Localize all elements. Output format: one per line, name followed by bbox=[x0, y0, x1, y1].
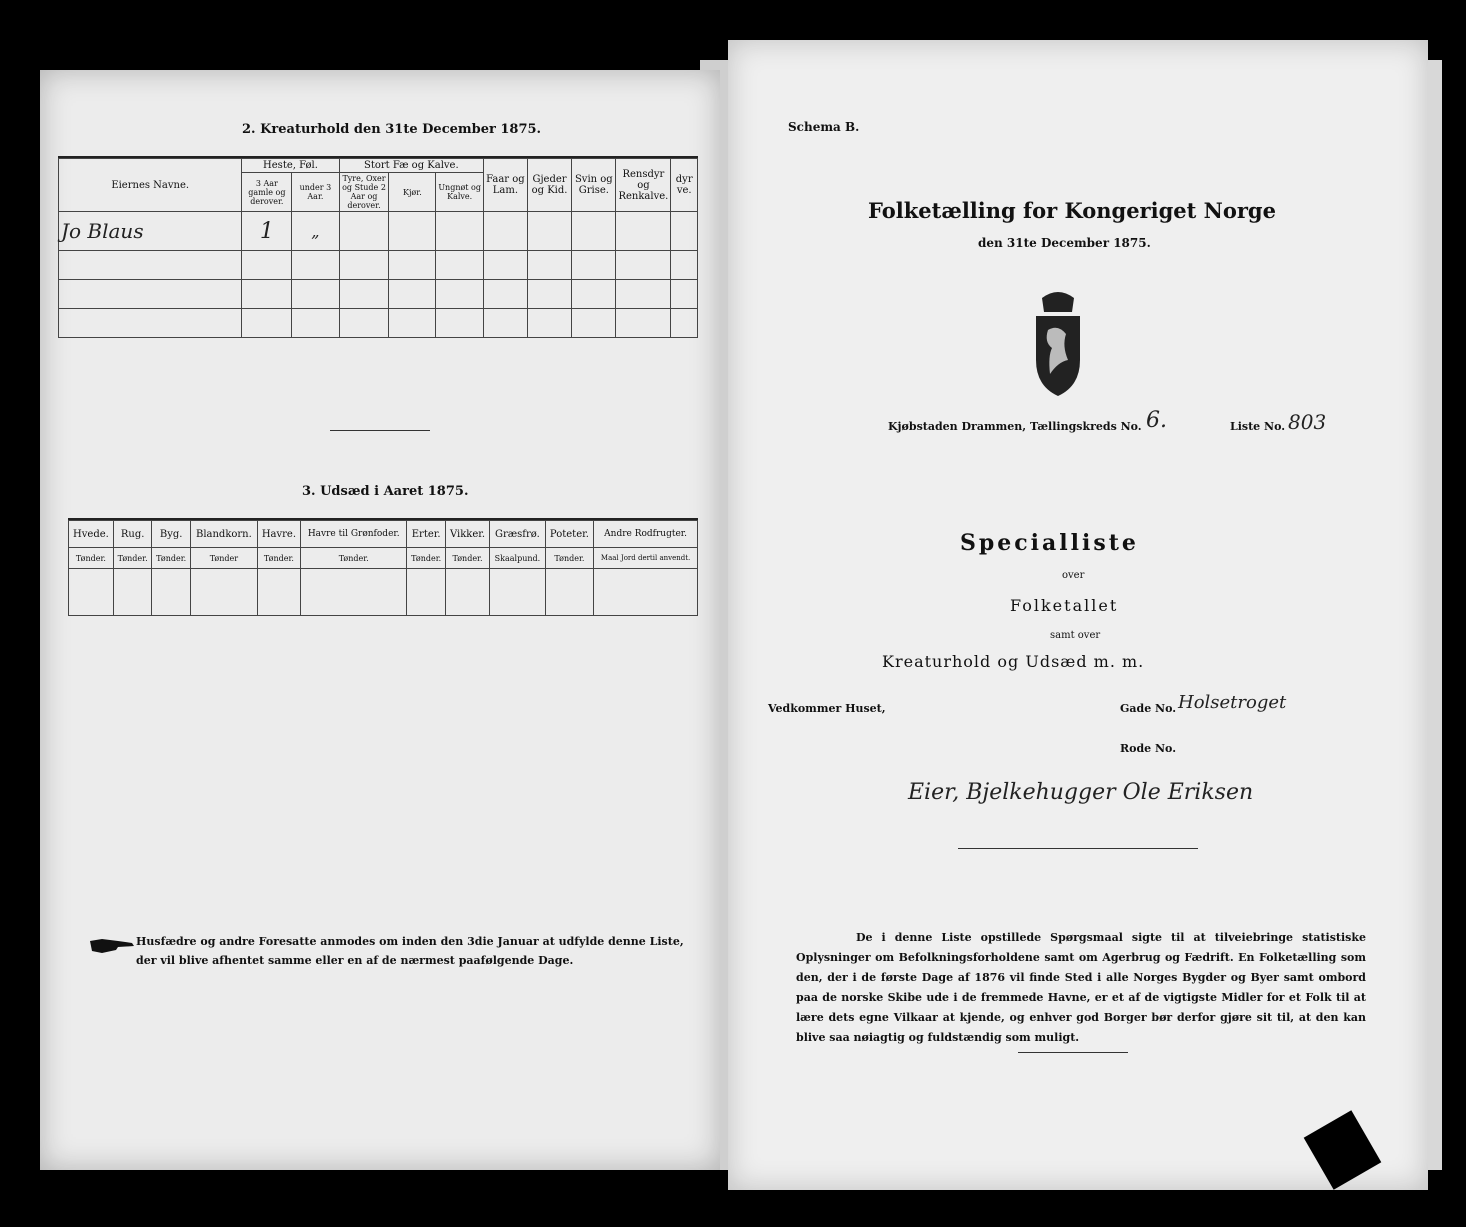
divider bbox=[330, 430, 430, 431]
document-date: den 31te December 1875. bbox=[978, 236, 1151, 250]
left-page bbox=[40, 70, 720, 1170]
gjeder-header: Gjeder og Kid. bbox=[527, 159, 571, 212]
unit: Maal Jord dertil anvendt. bbox=[594, 548, 698, 569]
unit: Tønder. bbox=[113, 548, 152, 569]
unit: Tønder. bbox=[407, 548, 446, 569]
document-title: Folketælling for Kongeriget Norge bbox=[868, 198, 1276, 223]
header-vikker: Vikker. bbox=[445, 521, 489, 548]
header-hvede: Hvede. bbox=[69, 521, 114, 548]
pointing-hand-icon bbox=[88, 935, 136, 957]
kreds-label: Tællingskreds No. bbox=[1030, 420, 1142, 433]
samt-over-text: samt over bbox=[1050, 630, 1101, 641]
gade-label: Gade No. bbox=[1120, 702, 1177, 715]
udsaed-table bbox=[68, 520, 698, 616]
heste-header: Heste, Føl. bbox=[242, 159, 339, 173]
header-graesfro: Græsfrø. bbox=[490, 521, 546, 548]
stort-header: Stort Fæ og Kalve. bbox=[339, 159, 484, 173]
header-havre-gronfoder: Havre til Grønfoder. bbox=[301, 521, 407, 548]
kjor-header: Kjør. bbox=[389, 173, 436, 212]
table-row bbox=[59, 251, 698, 280]
unit: Tønder. bbox=[445, 548, 489, 569]
svin-header: Svin og Grise. bbox=[572, 159, 616, 212]
unit: Tønder. bbox=[152, 548, 191, 569]
owner-name: Jo Blaus bbox=[59, 212, 242, 251]
kreaturhold-table bbox=[58, 158, 698, 338]
unit: Tønder. bbox=[257, 548, 300, 569]
heste-young-header: under 3 Aar. bbox=[292, 173, 339, 212]
header-havre: Havre. bbox=[257, 521, 300, 548]
coat-of-arms-icon bbox=[1028, 290, 1088, 400]
heste-old-value: 1 bbox=[242, 212, 292, 251]
header-rug: Rug. bbox=[113, 521, 152, 548]
vedkommer-label: Vedkommer Huset, bbox=[768, 702, 886, 715]
faar-header: Faar og Lam. bbox=[484, 159, 528, 212]
header-andre: Andre Rodfrugter. bbox=[594, 521, 698, 548]
schema-label: Schema B. bbox=[788, 120, 860, 134]
header-poteter: Poteter. bbox=[545, 521, 593, 548]
unit: Tønder. bbox=[301, 548, 407, 569]
header-blandkorn: Blandkorn. bbox=[190, 521, 257, 548]
folketallet-heading: Folketallet bbox=[1010, 596, 1119, 615]
owner-handwriting: Eier, Bjelkehugger Ole Eriksen bbox=[908, 780, 1254, 805]
gade-value: Holsetroget bbox=[1178, 692, 1287, 713]
table-row bbox=[59, 212, 698, 251]
unit: Tønder. bbox=[69, 548, 114, 569]
table-row bbox=[59, 309, 698, 338]
specialliste-heading: Specialliste bbox=[960, 530, 1139, 556]
divider bbox=[958, 848, 1198, 849]
divider bbox=[1018, 1052, 1128, 1053]
info-paragraph: De i denne Liste opstillede Spørgsmaal sigte til at tilveiebringe statistiske Oplysninger om Befolkningsforholdene samt om Agerbrug og Fædrift. En Folketælling som den, der i de første Dage af 1876 vil finde Sted i alle Norges Bygder og Byer samt ombord paa de norske Skibe ude i de fremmede Havne, er et af de vigtigste Midler for et Folk til at lære dets egne Vilkaar at kjende, og enhver god Borger bør derfor gjøre sit til, at den kan blive saa nøiagtig og fuldstændig som muligt. bbox=[796, 931, 1366, 1044]
kreds-value: 6. bbox=[1146, 408, 1167, 433]
liste-value: 803 bbox=[1288, 410, 1327, 434]
table-row bbox=[69, 569, 698, 616]
rode-label: Rode No. bbox=[1120, 742, 1177, 755]
kreaturhold-heading: Kreaturhold og Udsæd m. m. bbox=[882, 652, 1145, 671]
liste-label: Liste No. bbox=[1230, 420, 1286, 433]
table-row bbox=[59, 280, 698, 309]
unit: Skaalpund. bbox=[490, 548, 546, 569]
partial-header: dyr ve. bbox=[671, 159, 698, 212]
rensdyr-header: Rensdyr og Renkalve. bbox=[616, 159, 671, 212]
owner-header: Eiernes Navne. bbox=[59, 159, 242, 212]
right-page bbox=[728, 40, 1428, 1190]
unit: Tønder. bbox=[545, 548, 593, 569]
header-erter: Erter. bbox=[407, 521, 446, 548]
heste-young-value: „ bbox=[292, 212, 339, 251]
heste-old-header: 3 Aar gamle og derover. bbox=[242, 173, 292, 212]
section2-title: 2. Kreaturhold den 31te December 1875. bbox=[242, 122, 542, 137]
tyre-header: Tyre, Oxer og Stude 2 Aar og derover. bbox=[339, 173, 389, 212]
unit: Tønder bbox=[190, 548, 257, 569]
section3-title: 3. Udsæd i Aaret 1875. bbox=[302, 484, 469, 499]
ungnot-header: Ungnøt og Kalve. bbox=[436, 173, 484, 212]
kjobstad-label: Kjøbstaden Drammen, bbox=[888, 420, 1027, 433]
notice-text: Husfædre og andre Foresatte anmodes om inden den 3die Januar at udfylde denne Liste, der vil blive afhentet samme eller en af de nærmest paafølgende Dage. bbox=[136, 935, 684, 967]
over-text: over bbox=[1062, 570, 1085, 581]
header-byg: Byg. bbox=[152, 521, 191, 548]
